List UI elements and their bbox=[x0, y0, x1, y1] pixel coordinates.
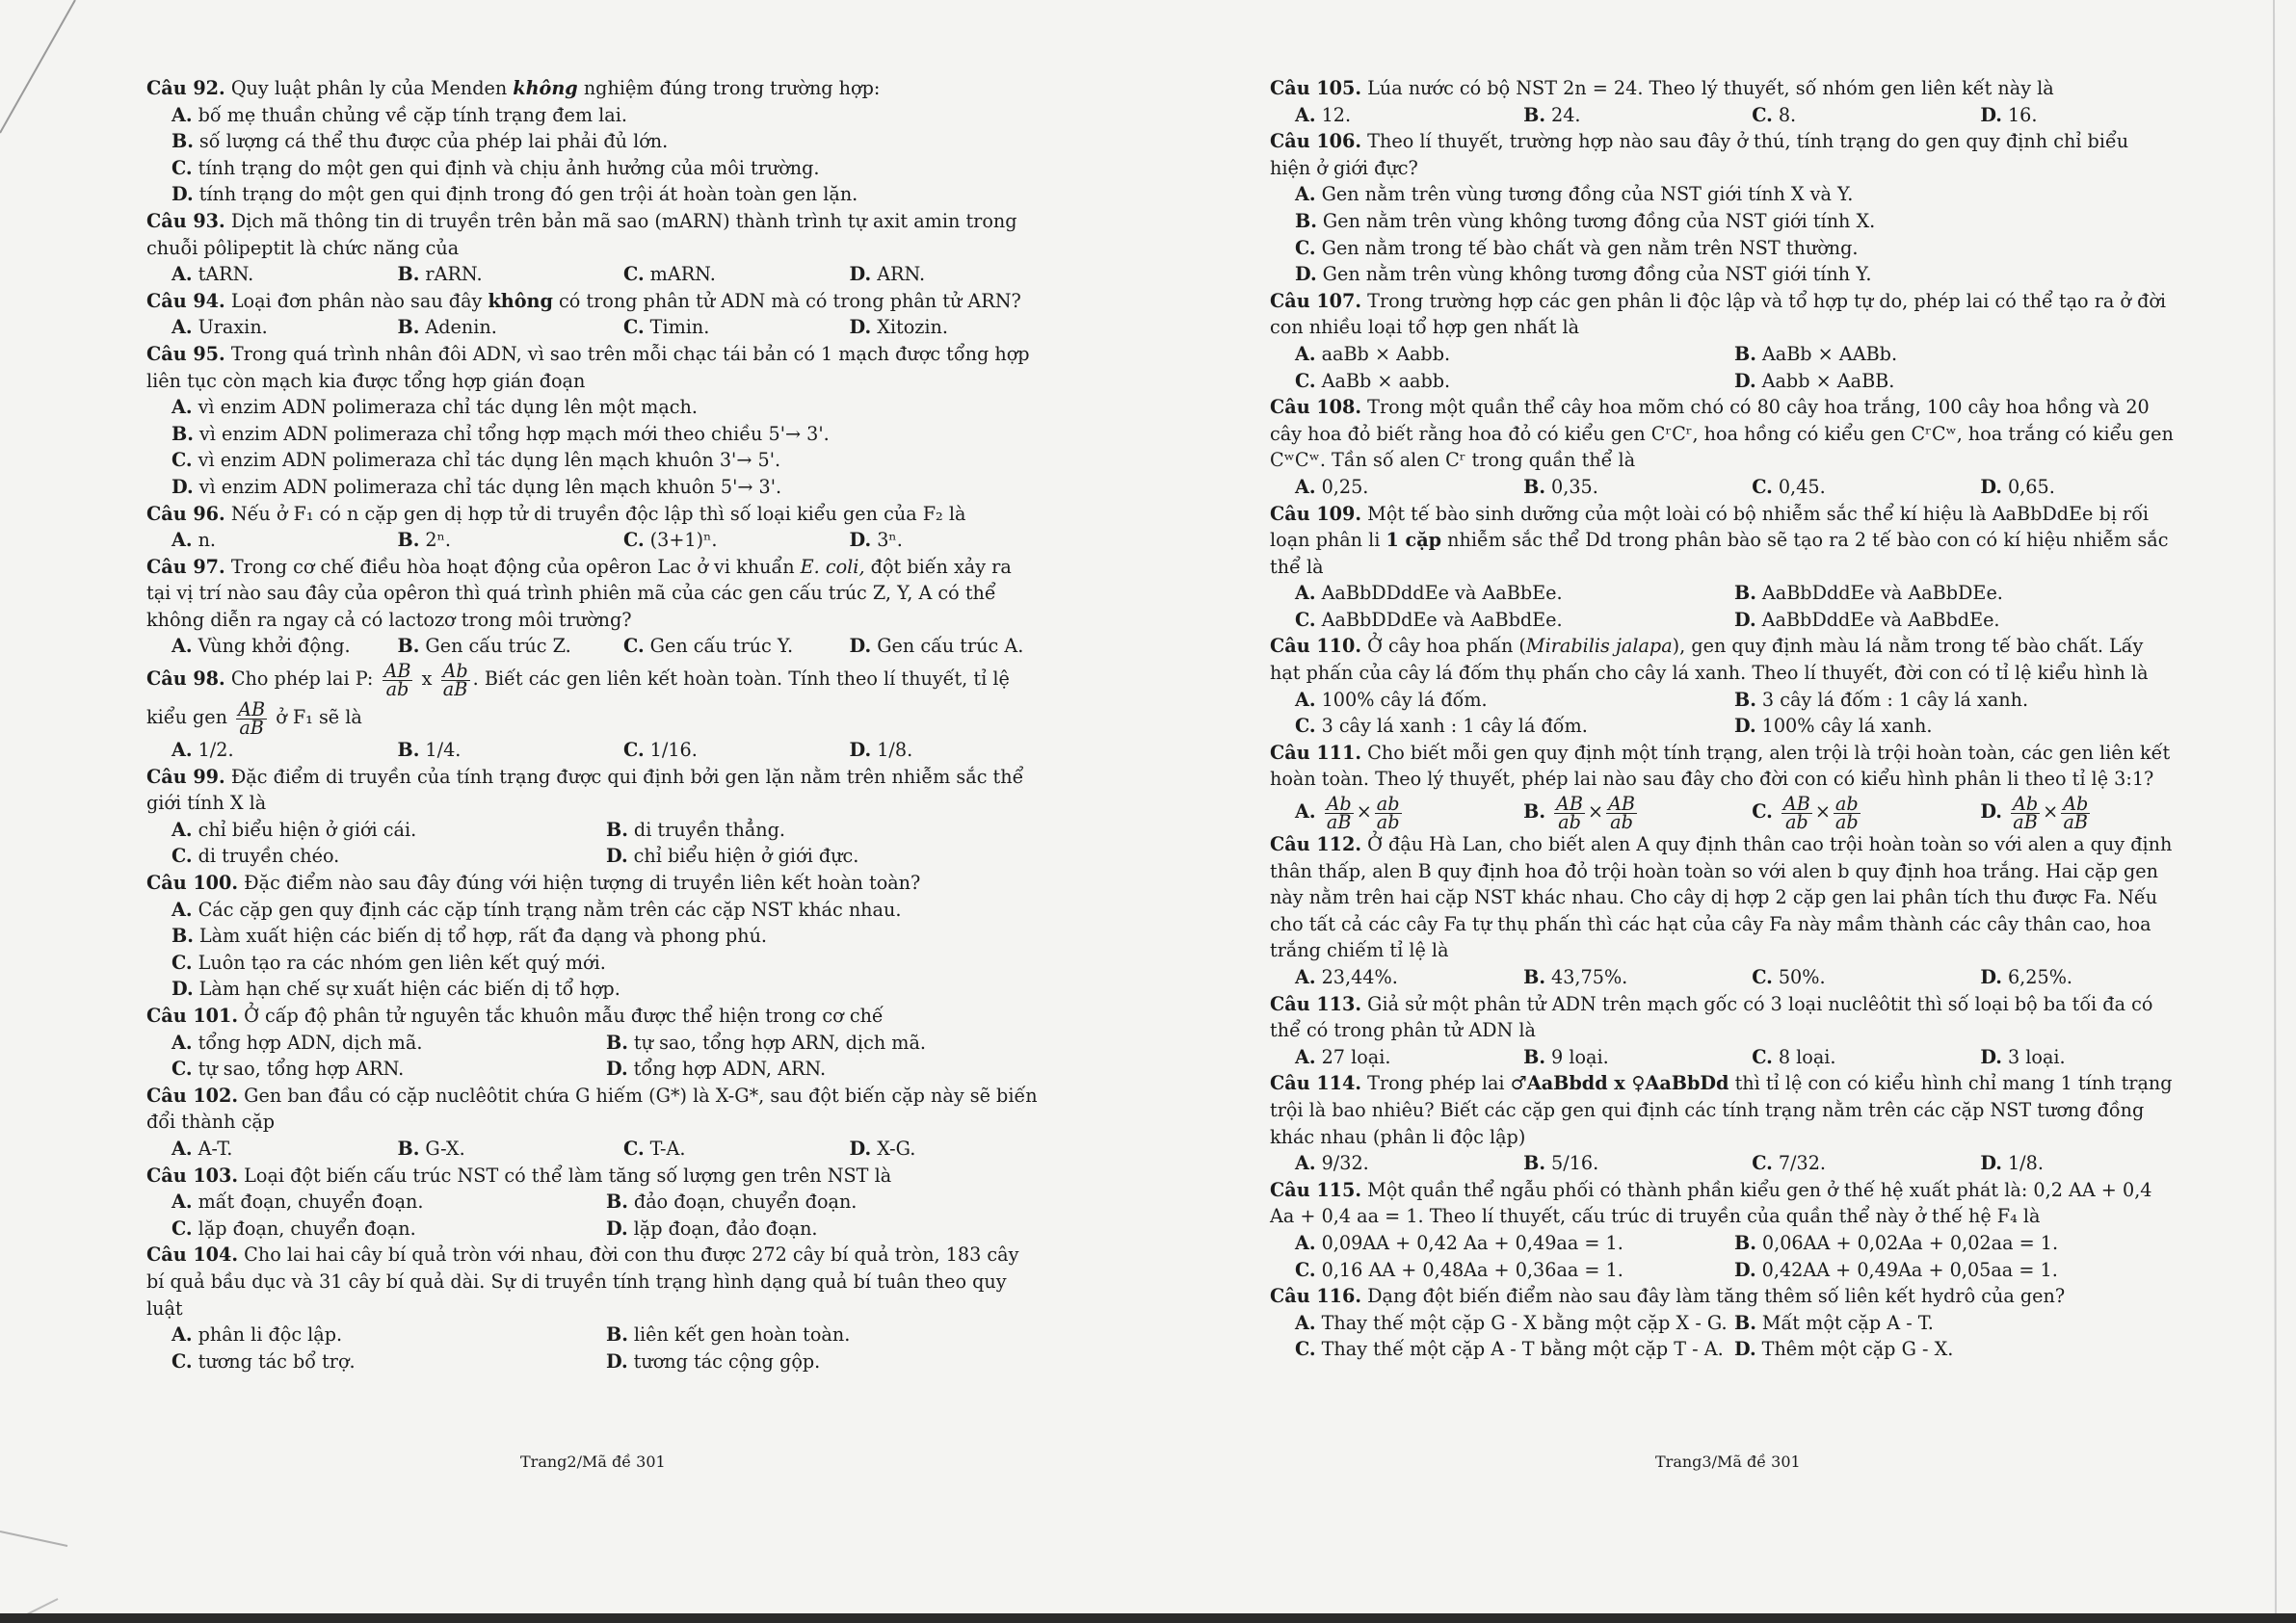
option-a: A. 0,09AA + 0,42 Aa + 0,49aa = 1. bbox=[1295, 1231, 1623, 1254]
option-d: D. 6,25%. bbox=[1980, 966, 2073, 988]
option-a: A. tARN. bbox=[172, 263, 254, 286]
option-c: C. T-A. bbox=[623, 1137, 686, 1160]
option-b: B. liên kết gen hoàn toàn. bbox=[606, 1323, 851, 1347]
option-a: A. 0,25. bbox=[1295, 475, 1369, 498]
option-d: D. Thêm một cặp G - X. bbox=[1734, 1338, 1954, 1361]
option-b: B. Gen cấu trúc Z. bbox=[397, 635, 571, 658]
genotype-fraction: $\frac{AB}{ab}$ bbox=[383, 659, 411, 700]
option-c: C. tính trạng do một gen qui định và chịu ảnh hưởng của môi trường. bbox=[172, 156, 820, 179]
option-d: D. lặp đoạn, đảo đoạn. bbox=[606, 1217, 818, 1240]
option-b: B. 1/4. bbox=[397, 739, 462, 762]
option-a: A. 100% cây lá đốm. bbox=[1295, 688, 1488, 711]
option-c: C. mARN. bbox=[623, 263, 716, 286]
option-a: A. $\frac{Ab}{aB}$ × $\frac{ab}{ab}$ bbox=[1295, 792, 1400, 833]
question-102: Câu 102. Gen ban đầu có cặp nuclêôtit chứa G hiếm (G*) là X-G*, sau đột biến cặp này sẽ biến đổi thành cặp A. A-T. B. G-X. C. T-A. D. X-G. bbox=[146, 1083, 1041, 1163]
question-101: Câu 101. Ở cấp độ phân tử nguyên tắc khuôn mẫu được thể hiện trong cơ chế A. tổng hợp ADN, dịch mã. B. tự sao, tổng hợp ARN, dịch mã. C. tự sao, tổng hợp ARN. D. tổng hợp ADN, ARN. bbox=[146, 1003, 1041, 1083]
option-a: A. vì enzim ADN polimeraza chỉ tác dụng lên một mạch. bbox=[172, 396, 699, 419]
option-b: B. 0,06AA + 0,02Aa + 0,02aa = 1. bbox=[1734, 1231, 2059, 1254]
option-c: C. Luôn tạo ra các nhóm gen liên kết quý mới. bbox=[172, 951, 606, 974]
option-d: D. Aabb × AaBB. bbox=[1734, 369, 1895, 392]
option-b: B. vì enzim ADN polimeraza chỉ tổng hợp mạch mới theo chiều 5'→ 3'. bbox=[172, 422, 830, 445]
question-98: Câu 98. Cho phép lai P: $\frac{AB}{ab}$ x $\frac{Ab}{aB}$ . Biết các gen liên kết hoàn toàn. Tính theo lí thuyết, tỉ lệ kiểu gen $\frac{AB}{aB}$ ở F₁ sẽ là A. 1/2. B. 1/4. C. 1/16. D. 1/8. bbox=[146, 660, 1041, 764]
option-b: B. đảo đoạn, chuyển đoạn. bbox=[606, 1191, 858, 1214]
option-d: D. tổng hợp ADN, ARN. bbox=[606, 1058, 827, 1081]
option-b: B. Mất một cặp A - T. bbox=[1734, 1311, 1934, 1334]
genotype-fraction: $\frac{AB}{ab}$ bbox=[1556, 792, 1583, 833]
option-a: A. bố mẹ thuần chủng về cặp tính trạng đem lai. bbox=[172, 103, 627, 126]
question-99: Câu 99. Đặc điểm di truyền của tính trạng được qui định bởi gen lặn nằm trên nhiễm sắc thể giới tính X là A. chỉ biểu hiện ở giới cái. B. di truyền thẳng. C. di truyền chéo. D. chỉ biểu hiện ở giới đực. bbox=[146, 764, 1041, 870]
option-d: D. tính trạng do một gen qui định trong đó gen trội át hoàn toàn gen lặn. bbox=[172, 183, 858, 206]
option-d: D. 0,65. bbox=[1980, 475, 2055, 498]
question-105: Câu 105. Lúa nước có bộ NST 2n = 24. Theo lý thuyết, số nhóm gen liên kết này là A. 12. B. 24. C. 8. D. 16. bbox=[1270, 75, 2174, 128]
option-c: C. 8. bbox=[1752, 103, 1797, 126]
genotype-fraction: $\frac{Ab}{aB}$ bbox=[2063, 792, 2089, 833]
option-a: A. A-T. bbox=[172, 1137, 233, 1160]
question-112: Câu 112. Ở đậu Hà Lan, cho biết alen A quy định thân cao trội hoàn toàn so với alen a quy định thân thấp, alen B quy định hoa đỏ trội hoàn toàn so với alen b quy định hoa trắng. Hai cặp gen này nằm trên hai cặp NST khác nhau. Cho cây dị hợp 2 cặp gen lai phân tích thu được Fa. Nếu cho tất cả các cây Fa tự thụ phấn thì các hạt của cây Fa này mầm thành các cây thân cao, hoa trắng chiếm tỉ lệ là A. 23,44%. B. 43,75%. C. 50%. D. 6,25%. bbox=[1270, 831, 2174, 991]
option-c: C. 8 loại. bbox=[1752, 1045, 1836, 1068]
option-c: C. AaBbDDdEe và AaBbdEe. bbox=[1295, 608, 1563, 631]
question-107: Câu 107. Trong trường hợp các gen phân li độc lập và tổ hợp tự do, phép lai có thể tạo ra ở đời con nhiều loại tổ hợp gen nhất là A. aaBb × Aabb. B. AaBb × AABb. C. AaBb × aabb. D. Aabb × AaBB. bbox=[1270, 288, 2174, 394]
option-d: D. Gen nằm trên vùng không tương đồng của NST giới tính Y. bbox=[1295, 263, 1872, 286]
genotype-fraction: $\frac{AB}{aB}$ bbox=[238, 697, 266, 739]
option-d: D. 3ⁿ. bbox=[849, 529, 903, 552]
genotype-fraction: $\frac{AB}{ab}$ bbox=[1608, 792, 1636, 833]
option-c: C. (3+1)ⁿ. bbox=[623, 529, 718, 552]
question-103: Câu 103. Loại đột biến cấu trúc NST có thể làm tăng số lượng gen trên NST là A. mất đoạn, chuyển đoạn. B. đảo đoạn, chuyển đoạn. C. lặp đoạn, chuyển đoạn. D. lặp đoạn, đảo đoạn. bbox=[146, 1163, 1041, 1243]
option-a: A. Uraxin. bbox=[172, 316, 268, 339]
option-b: B. Gen nằm trên vùng không tương đồng của NST giới tính X. bbox=[1295, 209, 1876, 232]
genotype-fraction: $\frac{ab}{ab}$ bbox=[1834, 792, 1859, 833]
option-d: D. AaBbDddEe và AaBbdEe. bbox=[1734, 608, 2000, 631]
option-a: A. 12. bbox=[1295, 103, 1352, 126]
option-c: C. 7/32. bbox=[1752, 1152, 1827, 1175]
option-d: D. X-G. bbox=[849, 1137, 916, 1160]
right-page-footer: Trang3/Mã đề 301 bbox=[1655, 1453, 1801, 1471]
right-page bbox=[1270, 75, 2174, 1363]
option-d: D. Gen cấu trúc A. bbox=[849, 635, 1024, 658]
question-96: Câu 96. Nếu ở F₁ có n cặp gen dị hợp tử di truyền độc lập thì số loại kiểu gen của F₂ là A. n. B. 2ⁿ. C. (3+1)ⁿ. D. 3ⁿ. bbox=[146, 501, 1041, 554]
option-c: C. 1/16. bbox=[623, 739, 698, 762]
left-page bbox=[146, 75, 1041, 1374]
question-114: Câu 114. Trong phép lai ♂AaBbdd x ♀AaBbDd thì tỉ lệ con có kiểu hình chỉ mang 1 tính trạng trội là bao nhiêu? Biết các cặp gen qui định các tính trạng nằm trên các cặp NST tương đồng khác nhau (phân li độc lập) A. 9/32. B. 5/16. C. 7/32. D. 1/8. bbox=[1270, 1070, 2174, 1176]
option-a: A. phân li độc lập. bbox=[172, 1323, 343, 1347]
option-b: B. số lượng cá thể thu được của phép lai phải đủ lớn. bbox=[172, 130, 669, 153]
question-110: Câu 110. Ở cây hoa phấn (Mirabilis jalapa), gen quy định màu lá nằm trong tế bào chất. Lấy hạt phấn của cây lá đốm thụ phấn cho cây lá xanh. Theo lí thuyết, đời con có tỉ lệ kiểu hình là A. 100% cây lá đốm. B. 3 cây lá đốm : 1 cây lá xanh. C. 3 cây lá xanh : 1 cây lá đốm. D. 100% cây lá xanh. bbox=[1270, 633, 2174, 739]
option-d: D. Xitozin. bbox=[849, 316, 948, 339]
option-b: B. 24. bbox=[1523, 103, 1581, 126]
option-a: A. AaBbDDddEe và AaBbEe. bbox=[1295, 582, 1563, 605]
option-c: C. 0,45. bbox=[1752, 475, 1826, 498]
option-c: C. Thay thế một cặp A - T bằng một cặp T - A. bbox=[1295, 1338, 1724, 1361]
option-d: D. ARN. bbox=[849, 263, 926, 286]
option-a: A. Các cặp gen quy định các cặp tính trạng nằm trên các cặp NST khác nhau. bbox=[172, 898, 902, 921]
option-d: D. $\frac{Ab}{aB}$ × $\frac{Ab}{aB}$ bbox=[1980, 792, 2089, 833]
option-d: D. 3 loại. bbox=[1980, 1045, 2066, 1068]
option-c: C. tự sao, tổng hợp ARN. bbox=[172, 1058, 405, 1081]
option-b: B. Adenin. bbox=[397, 316, 497, 339]
genotype-fraction: $\frac{ab}{ab}$ bbox=[1376, 792, 1400, 833]
option-b: B. 43,75%. bbox=[1523, 966, 1628, 988]
genotype-fraction: $\frac{AB}{ab}$ bbox=[1782, 792, 1810, 833]
genotype-fraction: $\frac{Ab}{aB}$ bbox=[442, 659, 468, 700]
option-b: B. 5/16. bbox=[1523, 1152, 1599, 1175]
question-94: Câu 94. Loại đơn phân nào sau đây không có trong phân tử ADN mà có trong phân tử ARN? A. Uraxin. B. Adenin. C. Timin. D. Xitozin. bbox=[146, 288, 1041, 341]
option-c: C. 3 cây lá xanh : 1 cây lá đốm. bbox=[1295, 715, 1588, 738]
question-97: Câu 97. Trong cơ chế điều hòa hoạt động của opêron Lac ở vi khuẩn E. coli, đột biến xảy ra tại vị trí nào sau đây của opêron thì quá trình phiên mã của các gen cấu trúc Z, Y, A có thể không diễn ra ngay cả có lactozơ trong môi trường? A. Vùng khởi động. B. Gen cấu trúc Z. C. Gen cấu trúc Y. D. Gen cấu trúc A. bbox=[146, 554, 1041, 660]
option-c: C. $\frac{AB}{ab}$ × $\frac{ab}{ab}$ bbox=[1752, 792, 1859, 833]
option-c: C. Timin. bbox=[623, 316, 710, 339]
option-b: B. 2ⁿ. bbox=[397, 529, 452, 552]
option-b: B. 0,35. bbox=[1523, 475, 1598, 498]
option-c: C. AaBb × aabb. bbox=[1295, 369, 1451, 392]
option-a: A. Vùng khởi động. bbox=[172, 635, 351, 658]
question-116: Câu 116. Dạng đột biến điểm nào sau đây làm tăng thêm số liên kết hydrô của gen? A. Thay thế một cặp G - X bằng một cặp X - G. B. Mất một cặp A - T. C. Thay thế một cặp A - T bằng một cặp T - A. D. Thêm một cặp G - X. bbox=[1270, 1283, 2174, 1363]
question-108: Câu 108. Trong một quần thể cây hoa mõm chó có 80 cây hoa trắng, 100 cây hoa hồng và 20 cây hoa đỏ biết rằng hoa đỏ có kiểu gen CʳCʳ, hoa hồng có kiểu gen CʳCʷ, hoa trắng có kiểu gen CʷCʷ. Tần số alen Cʳ trong quần thể là A. 0,25. B. 0,35. C. 0,45. D. 0,65. bbox=[1270, 394, 2174, 500]
option-a: A. mất đoạn, chuyển đoạn. bbox=[172, 1191, 424, 1214]
option-c: C. Gen nằm trong tế bào chất và gen nằm trên NST thường. bbox=[1295, 236, 1859, 259]
question-92: Câu 92. Quy luật phân ly của Menden không nghiệm đúng trong trường hợp: A. bố mẹ thuần chủng về cặp tính trạng đem lai. B. số lượng cá thể thu được của phép lai phải đủ lớn. C. tính trạng do một gen qui định và chịu ảnh hưởng của môi trường. D. tính trạng do một gen qui định trong đó gen trội át hoàn toàn gen lặn. bbox=[146, 75, 1041, 208]
option-c: C. lặp đoạn, chuyển đoạn. bbox=[172, 1217, 416, 1240]
option-a: A. 23,44%. bbox=[1295, 966, 1398, 988]
option-a: A. aaBb × Aabb. bbox=[1295, 342, 1451, 365]
option-d: D. 100% cây lá xanh. bbox=[1734, 715, 1933, 738]
option-a: A. 1/2. bbox=[172, 739, 234, 762]
option-b: B. 9 loại. bbox=[1523, 1045, 1609, 1068]
option-b: B. Làm xuất hiện các biến dị tổ hợp, rất đa dạng và phong phú. bbox=[172, 925, 768, 948]
option-d: D. 16. bbox=[1980, 103, 2038, 126]
genotype-fraction: $\frac{Ab}{aB}$ bbox=[1326, 792, 1352, 833]
question-111: Câu 111. Cho biết mỗi gen quy định một tính trạng, alen trội là trội hoàn toàn, các gen liên kết hoàn toàn. Theo lý thuyết, phép lai nào sau đây cho đời con có kiểu hình phân li theo tỉ lệ 3:1? A. $\frac{Ab}{aB}$ × $\frac{ab}{ab}$ B. $\frac{AB}{ab}$ × $\frac{AB}{ab}$ C. $\frac{AB}{ab}$ × $\frac{ab}{ab}$ D. $\frac{Ab}{aB}$ × $\frac{Ab}{aB}$ bbox=[1270, 740, 2174, 831]
option-d: D. chỉ biểu hiện ở giới đực. bbox=[606, 845, 859, 868]
question-95: Câu 95. Trong quá trình nhân đôi ADN, vì sao trên mỗi chạc tái bản có 1 mạch được tổng hợp liên tục còn mạch kia được tổng hợp gián đoạn A. vì enzim ADN polimeraza chỉ tác dụng lên một mạch. B. vì enzim ADN polimeraza chỉ tổng hợp mạch mới theo chiều 5'→ 3'. C. vì enzim ADN polimeraza chỉ tác dụng lên mạch khuôn 3'→ 5'. D. vì enzim ADN polimeraza chỉ tác dụng lên mạch khuôn 5'→ 3'. bbox=[146, 341, 1041, 501]
question-109: Câu 109. Một tế bào sinh dưỡng của một loài có bộ nhiễm sắc thể kí hiệu là AaBbDdEe bị rối loạn phân li 1 cặp nhiễm sắc thể Dd trong phân bào sẽ tạo ra 2 tế bào con có kí hiệu nhiễm sắc thể là A. AaBbDDddEe và AaBbEe. B. AaBbDddEe và AaBbDEe. C. AaBbDDdEe và AaBbdEe. D. AaBbDddEe và AaBbdEe. bbox=[1270, 501, 2174, 634]
option-a: A. n. bbox=[172, 529, 217, 552]
option-d: D. 1/8. bbox=[849, 739, 913, 762]
option-c: C. 50%. bbox=[1752, 966, 1826, 988]
option-a: A. Thay thế một cặp G - X bằng một cặp X - G. bbox=[1295, 1311, 1728, 1334]
option-c: C. 0,16 AA + 0,48Aa + 0,36aa = 1. bbox=[1295, 1258, 1623, 1281]
option-d: D. vì enzim ADN polimeraza chỉ tác dụng lên mạch khuôn 5'→ 3'. bbox=[172, 475, 782, 498]
option-b: B. di truyền thẳng. bbox=[606, 818, 786, 841]
option-a: A. 27 loại. bbox=[1295, 1045, 1391, 1068]
option-b: B. rARN. bbox=[397, 263, 483, 286]
option-a: A. 9/32. bbox=[1295, 1152, 1369, 1175]
option-c: C. Gen cấu trúc Y. bbox=[623, 635, 794, 658]
option-d: D. 0,42AA + 0,49Aa + 0,05aa = 1. bbox=[1734, 1258, 2058, 1281]
option-b: B. 3 cây lá đốm : 1 cây lá xanh. bbox=[1734, 688, 2029, 711]
option-b: B. AaBb × AABb. bbox=[1734, 342, 1898, 365]
left-page-footer: Trang2/Mã đề 301 bbox=[520, 1453, 666, 1471]
question-106: Câu 106. Theo lí thuyết, trường hợp nào sau đây ở thú, tính trạng do gen quy định chỉ biểu hiện ở giới đực? A. Gen nằm trên vùng tương đồng của NST giới tính X và Y. B. Gen nằm trên vùng không tương đồng của NST giới tính X. C. Gen nằm trong tế bào chất và gen nằm trên NST thường. D. Gen nằm trên vùng không tương đồng của NST giới tính Y. bbox=[1270, 128, 2174, 288]
option-b: B. AaBbDddEe và AaBbDEe. bbox=[1734, 582, 2003, 605]
option-d: D. tương tác cộng gộp. bbox=[606, 1349, 821, 1373]
option-c: C. tương tác bổ trợ. bbox=[172, 1349, 356, 1373]
option-b: B. tự sao, tổng hợp ARN, dịch mã. bbox=[606, 1031, 927, 1054]
option-d: D. 1/8. bbox=[1980, 1152, 2044, 1175]
option-c: C. vì enzim ADN polimeraza chỉ tác dụng lên mạch khuôn 3'→ 5'. bbox=[172, 449, 781, 472]
genotype-fraction: $\frac{Ab}{aB}$ bbox=[2012, 792, 2039, 833]
option-a: A. tổng hợp ADN, dịch mã. bbox=[172, 1031, 423, 1054]
option-a: A. Gen nằm trên vùng tương đồng của NST giới tính X và Y. bbox=[1295, 183, 1854, 206]
question-104: Câu 104. Cho lai hai cây bí quả tròn với nhau, đời con thu được 272 cây bí quả tròn, 183 cây bí quả bầu dục và 31 cây bí quả dài. Sự di truyền tính trạng hình dạng quả bí tuân theo quy luật A. phân li độc lập. B. liên kết gen hoàn toàn. C. tương tác bổ trợ. D. tương tác cộng gộp. bbox=[146, 1242, 1041, 1374]
question-115: Câu 115. Một quần thể ngẫu phối có thành phần kiểu gen ở thế hệ xuất phát là: 0,2 AA + 0,4 Aa + 0,4 aa = 1. Theo lí thuyết, cấu trúc di truyền của quần thể này ở thế hệ F₄ là A. 0,09AA + 0,42 Aa + 0,49aa = 1. B. 0,06AA + 0,02Aa + 0,02aa = 1. C. 0,16 AA + 0,48Aa + 0,36aa = 1. D. 0,42AA + 0,49Aa + 0,05aa = 1. bbox=[1270, 1177, 2174, 1283]
option-a: A. chỉ biểu hiện ở giới cái. bbox=[172, 818, 417, 841]
option-c: C. di truyền chéo. bbox=[172, 845, 340, 868]
option-b: B. G-X. bbox=[397, 1137, 465, 1160]
question-100: Câu 100. Đặc điểm nào sau đây đúng với hiện tượng di truyền liên kết hoàn toàn? A. Các cặp gen quy định các cặp tính trạng nằm trên các cặp NST khác nhau. B. Làm xuất hiện các biến dị tổ hợp, rất đa dạng và phong phú. C. Luôn tạo ra các nhóm gen liên kết quý mới. D. Làm hạn chế sự xuất hiện các biến dị tổ hợp. bbox=[146, 870, 1041, 1003]
option-b: B. $\frac{AB}{ab}$ × $\frac{AB}{ab}$ bbox=[1523, 792, 1636, 833]
question-93: Câu 93. Dịch mã thông tin di truyền trên bản mã sao (mARN) thành trình tự axit amin trong chuỗi pôlipeptit là chức năng của A. tARN. B. rARN. C. mARN. D. ARN. bbox=[146, 208, 1041, 288]
question-113: Câu 113. Giả sử một phân tử ADN trên mạch gốc có 3 loại nuclêôtit thì số loại bộ ba tối đa có thể có trong phân tử ADN là A. 27 loại. B. 9 loại. C. 8 loại. D. 3 loại. bbox=[1270, 991, 2174, 1071]
option-d: D. Làm hạn chế sự xuất hiện các biến dị tổ hợp. bbox=[172, 978, 620, 1001]
